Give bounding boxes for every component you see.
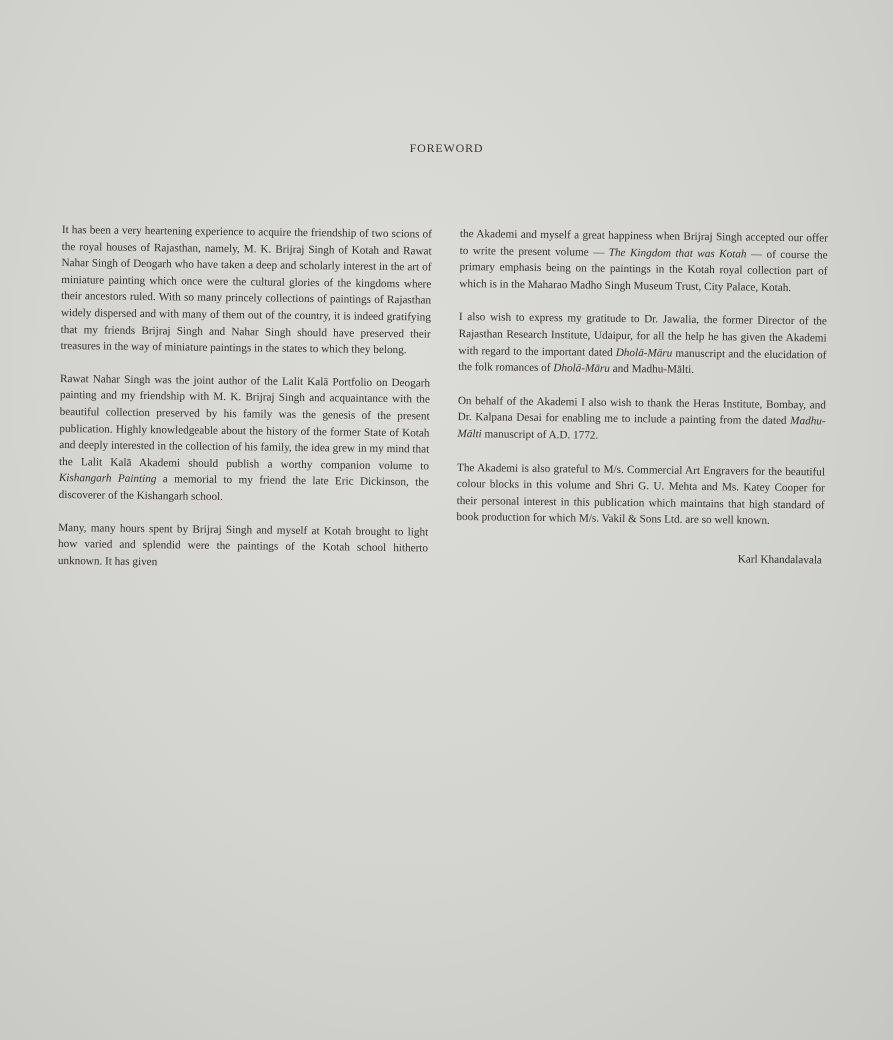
paragraph-text: Rawat Nahar Singh was the joint author of the Lalit Kalā Portfolio on Deogarh painting and my friendship with M. K. Brijraj Singh and acquaintance with the beautiful collection preserved by his family was the genesis of the present publication. Highly knowledgeable about the history of the former State of Kotah and deeply interested in the collection of his family, the idea grew in my mind that the Lalit Kalā Akademi should publish a worthy companion volume to xyxy=(58,372,431,473)
italic-title-text: Kishangarh Painting xyxy=(58,472,157,486)
paragraph-text: The Akademi is also grateful to M/s. Commercial Art Engravers for the beautiful colour blocks in this volume and Shri G. U. Mehta and Ms. Katey Cooper for their personal interest in this publication which maintains that high standard of book production for which M/s. Vakil & Sons Ltd. are so well known. xyxy=(456,461,826,528)
paragraph xyxy=(459,226,828,297)
paragraph-text: and Madhu-Mālti. xyxy=(609,362,695,377)
paragraph-text: It has been a very heartening experience to acquire the friendship of two scions of the royal houses of Rajasthan, namely, M. K. Brijraj Singh of Kotah and Rawat Nahar Singh of Deogarh who have taken a deep and scholarly interest in the art of miniature painting which once were the cultural glories of the kingdoms where their ancestors ruled. With so many princely collections of paintings of Rajasthan widely dispersed and with many of them out of the country, it is indeed gratifying that my friends Brijraj Singh and Nahar Singh should have preserved their treasures in the way of miniature paintings in the states to which they belong. xyxy=(60,223,432,357)
paragraph xyxy=(458,309,827,380)
paragraph-text: a memorial to my friend the late Eric Dickinson, the discoverer of the Kishangarh school. xyxy=(58,473,429,503)
italic-title-text: Dholā-Māru xyxy=(615,346,673,360)
right-column xyxy=(456,226,828,569)
author-signature: Karl Khandalavala xyxy=(737,553,823,567)
paragraph xyxy=(58,519,429,573)
page-title: FOREWORD xyxy=(409,141,484,155)
italic-title-text: Dholā-Māru xyxy=(553,362,610,375)
paragraph xyxy=(456,460,825,531)
paragraph xyxy=(457,393,826,447)
left-column xyxy=(58,222,432,590)
paragraph-text: manuscript of A.D. 1772. xyxy=(481,428,599,442)
paragraph-text: On behalf of the Akademi I also wish to thank the Heras Institute, Bombay, and Dr. Kalpana Desai for enabling me to include a painting from the dated xyxy=(457,394,826,428)
paragraph-text: Many, many hours spent by Brijraj Singh and myself at Kotah brought to light how varied and splendid were the paintings of the Kotah school hitherto unknown. It has given xyxy=(57,521,429,568)
paragraph xyxy=(60,222,432,359)
italic-title-text: Madhu-Mālti xyxy=(457,415,826,441)
paragraph-text: manuscript and the elucidation of the folk romances of xyxy=(458,347,827,375)
paragraph-text: the Akademi and myself a great happiness when Brijraj Singh accepted our offer to write the present volume — xyxy=(459,227,828,259)
paragraph xyxy=(59,371,431,508)
paragraph-text: — of course the primary emphasis being on the paintings in the Kotah royal collection part of which is in the Maharao Madho Singh Museum Trust, City Palace, Kotah. xyxy=(459,248,828,294)
paragraph-text: I also wish to express my gratitude to Dr. Jawalia, the former Director of the Rajasthan Research Institute, Udaipur, for all the help he has given the Akademi with regard to the important dated xyxy=(458,311,827,359)
italic-title-text: The Kingdom that was Kotah xyxy=(608,246,747,261)
